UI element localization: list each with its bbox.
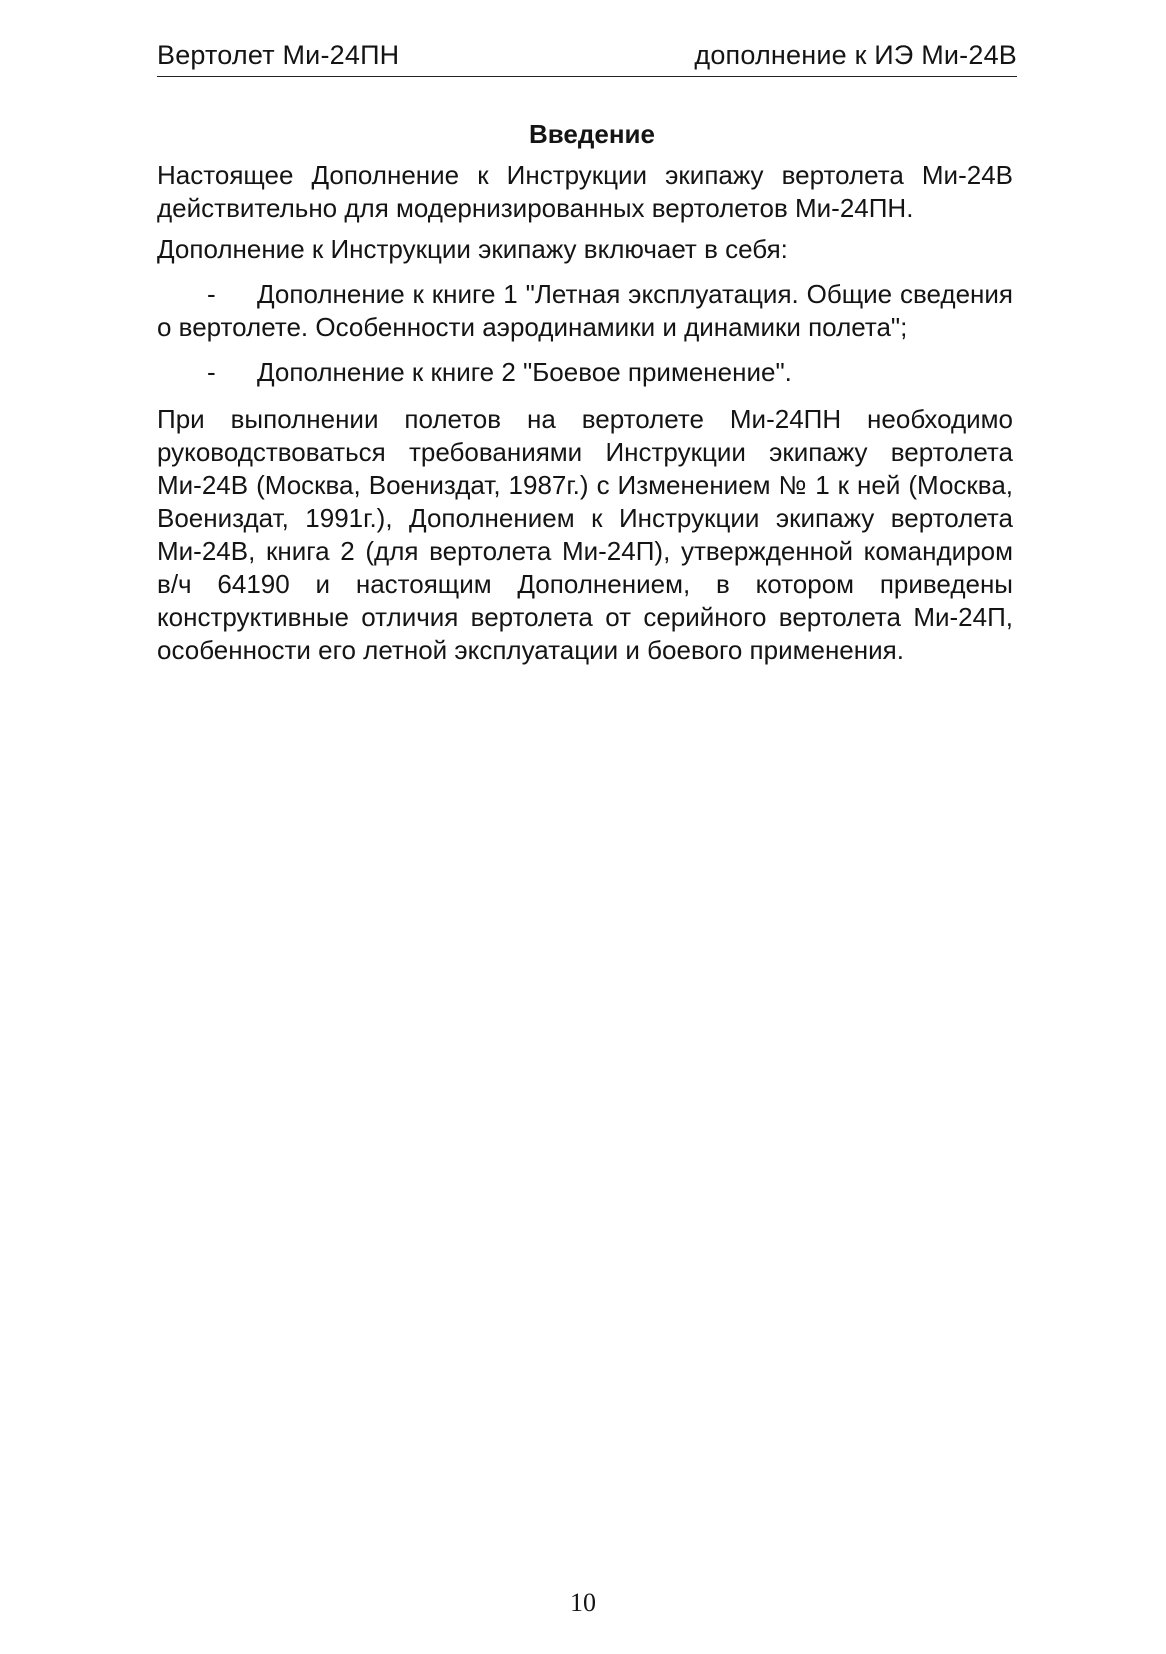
includes-paragraph: Дополнение к Инструкции экипажу включает в себя: <box>157 234 788 264</box>
list-dash-marker: - <box>207 357 216 387</box>
header-document-reference: дополнение к ИЭ Ми-24В <box>694 40 1017 70</box>
section-title: Введение <box>529 119 655 149</box>
intro-paragraph: Настоящее Дополнение к Инструкции экипажу вертолета Ми-24В действительно для модернизированных вертолетов Ми-24ПН. <box>157 160 1013 223</box>
list-item <box>157 278 1013 344</box>
page-content <box>157 118 1013 675</box>
list-dash-marker: - <box>207 279 216 309</box>
page-number: 10 <box>570 1588 596 1617</box>
list-item <box>157 356 1013 389</box>
page-header <box>157 36 1017 77</box>
list-item-text: Дополнение к книге 2 "Боевое применение". <box>257 357 792 387</box>
main-paragraph: При выполнении полетов на вертолете Ми-24ПН необходимо руководствоваться требованиями Инструкции экипажу вертолета Ми-24В (Москва, Воениздат, 1987г.) с Изменением № 1 к ней (Москва, Воениздат, 1991г.), Дополнением к Инструкции экипажу вертолета Ми-24В, книга 2 (для вертолета Ми-24П), утвержденной командиром в/ч 64190 и настоящим Дополнением, в котором приведены конструктивные отличия вертолета от серийного вертолета Ми-24П, особенности его летной эксплуатации и боевого применения. <box>157 404 1013 665</box>
header-document-title: Вертолет Ми-24ПН <box>157 40 400 70</box>
list-item-text: Дополнение к книге 1 "Летная эксплуатация. Общие сведения о вертолете. Особенности аэродинамики и динамики полета"; <box>157 279 1013 342</box>
